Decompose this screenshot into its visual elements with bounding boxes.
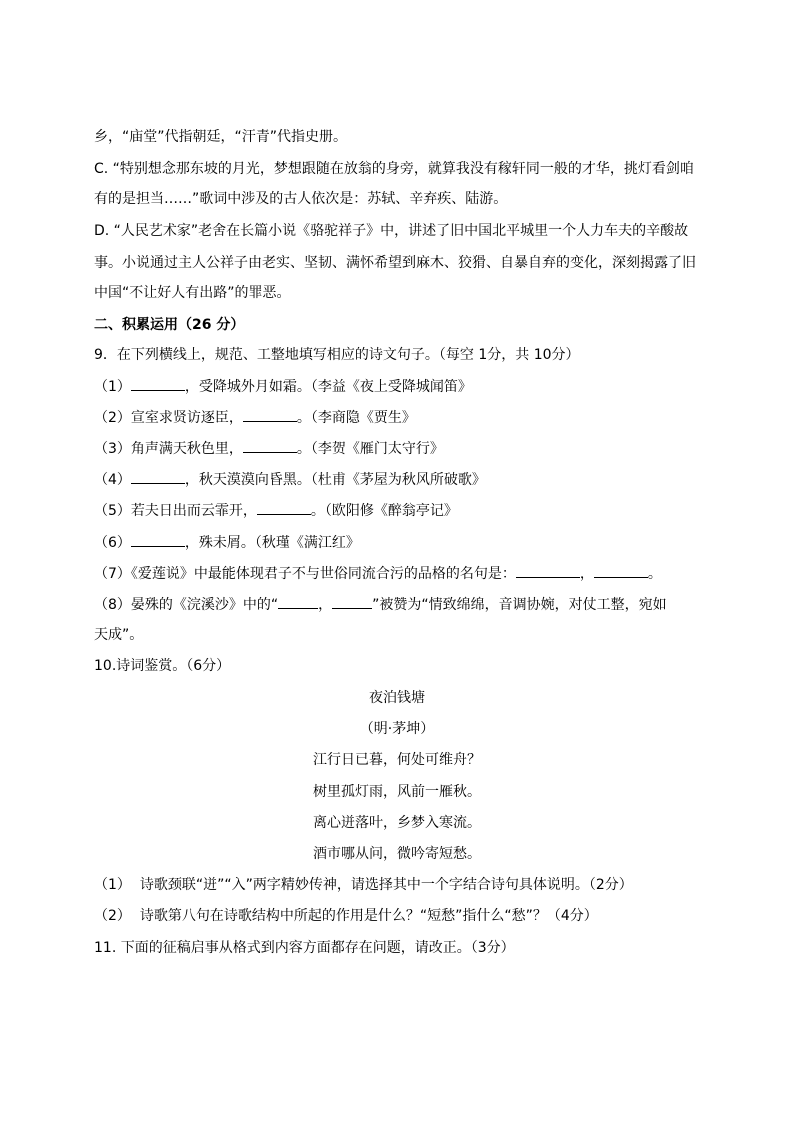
q9-item-8 — [94, 594, 667, 615]
fill-blank[interactable] — [131, 376, 185, 391]
item-text: ，殊未屑。 — [184, 535, 255, 551]
fill-blank[interactable] — [131, 469, 185, 484]
item-text: （8）晏殊的《浣溪沙》中的“ — [94, 597, 279, 613]
poem-author: （明·茅坤） — [359, 721, 435, 737]
item-end: 。 — [647, 566, 662, 582]
item-number: （2） — [94, 410, 131, 426]
option-d-line1: D. “人民艺术家”老舍在长篇小说《骆驼祥子》中，讲述了旧中国北平城里一个人力车夫的辛酸故 — [94, 223, 689, 239]
option-d-line2: 事。小说通过主人公祥子由老实、坚韧、满怀希望到麻木、狡猾、自暴自弃的变化，深刻揭露了旧 — [94, 255, 696, 271]
fill-blank[interactable] — [131, 532, 185, 547]
option-d-line3: 中国“不让好人有出路”的罪恶。 — [94, 285, 291, 301]
item-source: （李益《夜上受降城闻笛》 — [310, 379, 472, 395]
item-number: （4） — [94, 472, 131, 488]
item-text: 诗歌颈联“迸”“入”两字精妙传神，请选择其中一个字结合诗句具体说明。（2分） — [139, 877, 633, 893]
q9-item-4 — [94, 469, 486, 490]
item-number: （6） — [94, 535, 131, 551]
question-11-stem: 11. 下面的征稿启事从格式到内容方面都存在问题，请改正。（3分） — [94, 940, 515, 956]
fill-blank[interactable] — [257, 500, 311, 515]
q9-item-6 — [94, 532, 360, 553]
item-text: 宣室求贤访逐臣， — [130, 410, 243, 426]
section-heading: 二、积累运用（26 分） — [94, 317, 245, 333]
separator: ， — [579, 566, 594, 582]
q10-question-1 — [94, 875, 633, 895]
item-text: 角声满天秋色里， — [130, 441, 243, 457]
q9-item-1 — [94, 376, 472, 397]
poem-line: 酒市哪从问，微吟寄短愁。 — [313, 846, 481, 862]
fill-blank[interactable] — [332, 594, 372, 609]
item-source: （欧阳修《醉翁亭记》 — [324, 503, 458, 519]
q9-item-3 — [94, 438, 444, 459]
poem-line: 江行日已暮，何处可维舟？ — [313, 752, 481, 768]
fill-blank[interactable] — [243, 407, 297, 422]
poem-line: 离心迸落叶，乡梦入寒流。 — [313, 815, 481, 831]
item-text: ，秋天漠漠向昏黑。 — [184, 472, 311, 488]
item-text-end: 。 — [310, 503, 325, 519]
q9-item-5 — [94, 500, 458, 521]
q9-item-2 — [94, 407, 416, 428]
item-source: （杜甫《茅屋为秋风所破歌》 — [310, 472, 486, 488]
item-text: 诗歌第八句在诗歌结构中所起的作用是什么？“短愁”指什么“愁”？（4分） — [139, 908, 598, 924]
item-text: 若夫日出而云霏开， — [130, 503, 257, 519]
item-number: （5） — [94, 503, 131, 519]
item-source: （李贺《雁门太守行》 — [310, 441, 444, 457]
fill-blank[interactable] — [594, 563, 648, 578]
fill-blank[interactable] — [278, 594, 318, 609]
item-number: （1） — [94, 379, 131, 395]
item-source: （李商隐《贾生》 — [310, 410, 416, 426]
item-number: （3） — [94, 441, 131, 457]
item-number: （2） — [94, 908, 131, 924]
fill-blank[interactable] — [516, 563, 580, 578]
question-9-stem: 9．在下列横线上，规范、工整地填写相应的诗文句子。（每空 1分，共 10分） — [94, 347, 580, 363]
separator: ， — [318, 597, 333, 613]
item-text: （7）《爱莲说》中最能体现君子不与世俗同流合污的品格的名句是： — [94, 566, 516, 582]
option-c-line2: 有的是担当……”歌词中涉及的古人依次是：苏轼、辛弃疾、陆游。 — [94, 191, 508, 207]
item-text-end: 。 — [296, 410, 311, 426]
poem-title: 夜泊钱塘 — [369, 690, 425, 706]
q10-question-2 — [94, 906, 598, 926]
q9-item-7 — [94, 563, 662, 584]
item-text-end: 。 — [296, 441, 311, 457]
fill-blank[interactable] — [243, 438, 297, 453]
poem-line: 树里孤灯雨，风前一雁秋。 — [313, 784, 481, 800]
option-b-continuation: 乡，“庙堂”代指朝廷，“汗青”代指史册。 — [94, 129, 348, 145]
q9-item-8-line2: 天成”。 — [94, 627, 144, 643]
item-text: ，受降城外月如霜。 — [184, 379, 311, 395]
item-source: （秋瑾《满江红》 — [254, 535, 360, 551]
question-10-stem: 10.诗词鉴赏。（6分） — [94, 658, 231, 674]
option-c-line1: C. “特别想念那东坡的月光，梦想跟随在放翁的身旁，就算我没有稼轩同一般的才华，挑灯看剑咱 — [94, 161, 694, 177]
item-text-post: ”被赞为“情致绵绵，音调协婉，对仗工整，宛如 — [372, 597, 667, 613]
item-number: （1） — [94, 877, 131, 893]
